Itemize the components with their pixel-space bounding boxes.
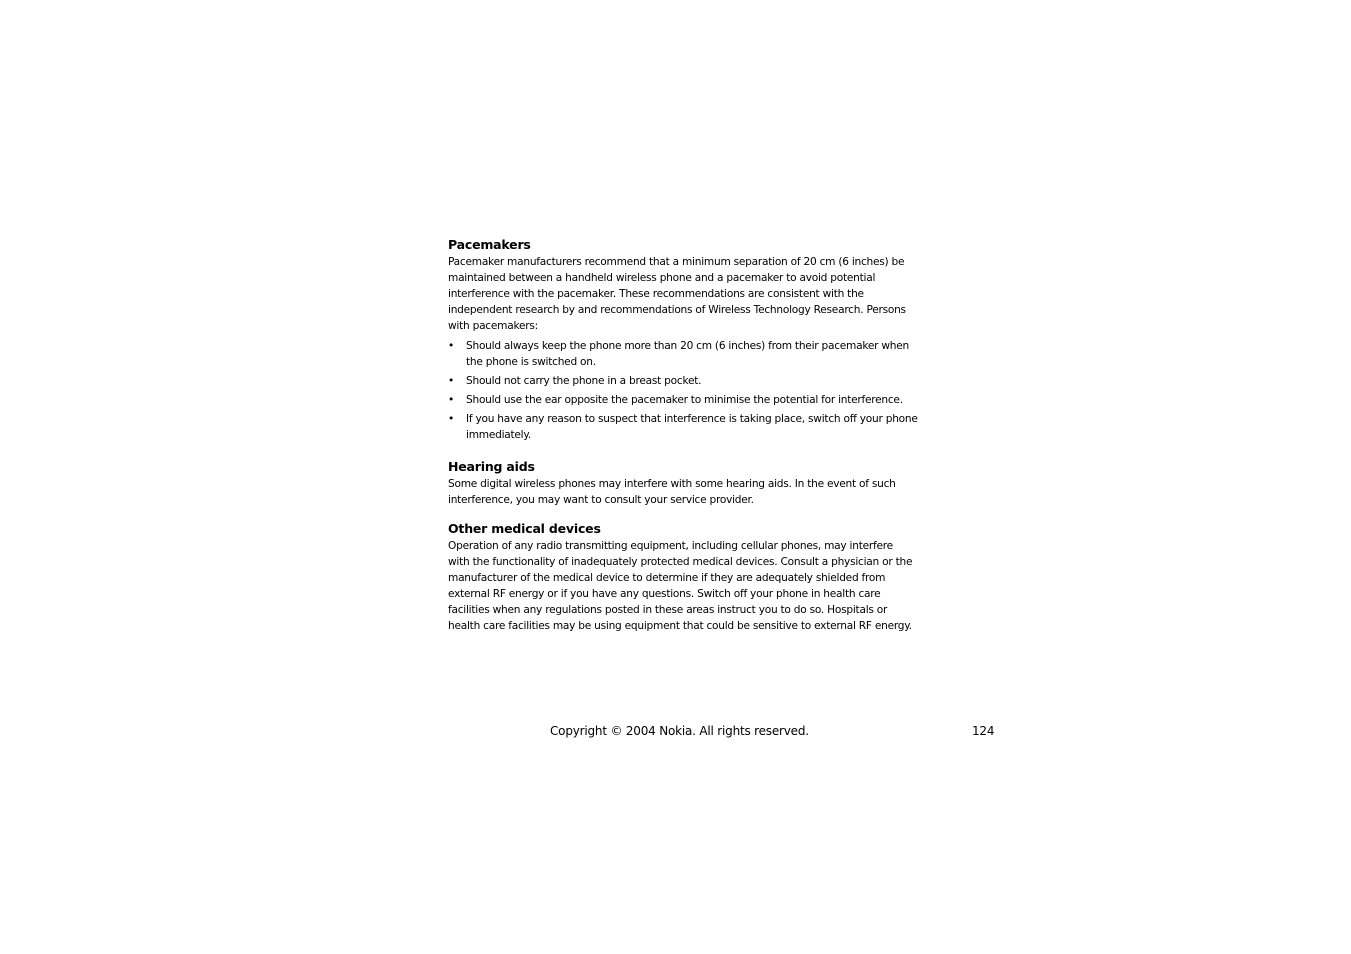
bullet-item [448, 411, 918, 443]
bullet-point: • [448, 340, 454, 352]
text-line: external RF energy or if you have any questions. Switch off your phone in health care [448, 588, 881, 600]
bullet-item [448, 392, 904, 408]
text-line: If you have any reason to suspect that interference is taking place, switch off your phone [466, 413, 918, 425]
text-line: Should use the ear opposite the pacemaker to minimise the potential for interference. [466, 394, 903, 406]
section-other-medical-devices [448, 520, 913, 634]
section-pacemakers [448, 236, 918, 443]
page-footer [0, 722, 1351, 740]
text-line: the phone is switched on. [466, 356, 596, 368]
section-heading-other-medical-devices: Other medical devices [448, 521, 601, 536]
text-line: Pacemaker manufacturers recommend that a minimum separation of 20 cm (6 inches) be [448, 256, 905, 268]
section-hearing-aids [448, 458, 904, 508]
section-heading-hearing-aids: Hearing aids [448, 459, 535, 474]
text-line: maintained between a handheld wireless phone and a pacemaker to avoid potential [448, 272, 876, 284]
text-line: Should always keep the phone more than 20 cm (6 inches) from their pacemaker when [466, 340, 909, 352]
paragraph-pacemakers [448, 254, 904, 334]
text-line: with the functionality of inadequately protected medical devices. Consult a physician or the [448, 556, 913, 568]
text-line: Should not carry the phone in a breast pocket. [466, 375, 702, 387]
text-line: with pacemakers: [448, 320, 538, 332]
text-line: facilities when any regulations posted in these areas instruct you to do so. Hospitals or [448, 604, 888, 616]
bullet-item [448, 338, 909, 370]
section-spacer [448, 508, 904, 520]
bullet-point: • [448, 394, 454, 406]
text-line: independent research by and recommendations of Wireless Technology Research. Persons [448, 304, 906, 316]
copyright-notice: Copyright © 2004 Nokia. All rights reserved. [550, 724, 809, 738]
paragraph-hearing-aids [448, 476, 904, 508]
text-line: immediately. [466, 429, 531, 441]
page-number: 124 [972, 724, 995, 738]
section-spacer [448, 446, 904, 458]
text-line: Some digital wireless phones may interfere with some hearing aids. In the event of such [448, 478, 896, 490]
paragraph-other-medical-devices [448, 538, 913, 634]
bullet-item [448, 373, 904, 389]
bullet-point: • [448, 375, 454, 387]
text-line: manufacturer of the medical device to determine if they are adequately shielded from [448, 572, 886, 584]
bullet-point: • [448, 413, 454, 425]
text-line: health care facilities may be using equipment that could be sensitive to external RF energy. [448, 620, 912, 632]
section-heading-pacemakers: Pacemakers [448, 237, 531, 252]
text-line: interference, you may want to consult your service provider. [448, 494, 754, 506]
text-line: interference with the pacemaker. These recommendations are consistent with the [448, 288, 864, 300]
bullet-list-pacemakers [448, 338, 918, 443]
text-line: Operation of any radio transmitting equipment, including cellular phones, may interfere [448, 540, 893, 552]
page-content [448, 236, 918, 634]
